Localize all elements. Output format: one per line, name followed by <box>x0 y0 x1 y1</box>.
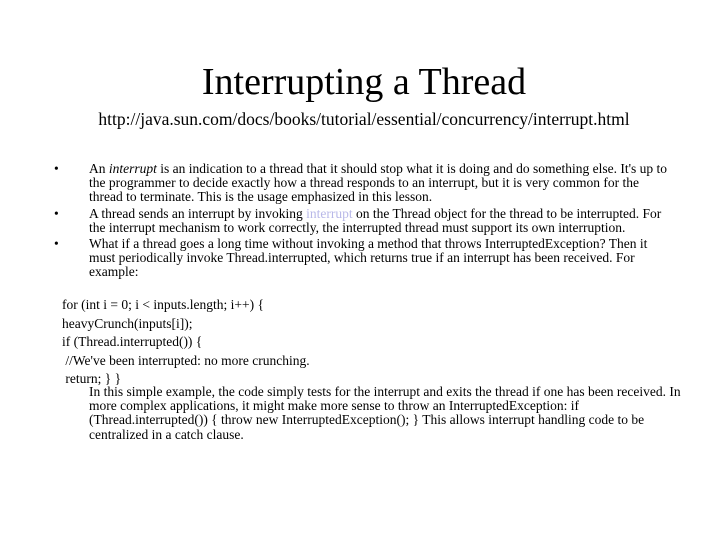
code-line: if (Thread.interrupted()) { <box>62 334 203 349</box>
bullet-marker: • <box>54 205 59 221</box>
code-example <box>62 296 310 389</box>
bullet-marker: • <box>54 161 59 176</box>
bullet-text: An <box>89 161 109 176</box>
bullet-marker: • <box>54 236 59 252</box>
bullet-text: is an indication to a thread that it should stop what it is doing and do something else. It's up to the programmer to decide exactly how a thread responds to an interrupt, but it is very common for the thread to terminate. This is the usage emphasized in this lesson. <box>89 161 668 205</box>
bullet-item-3 <box>54 237 674 280</box>
bullet-text: A thread sends an interrupt by invoking <box>89 205 307 221</box>
code-line: return; } } <box>62 371 122 386</box>
slide-title: Interrupting a Thread <box>201 61 527 103</box>
bullet-item-2 <box>54 207 674 235</box>
bullet-item-1 <box>54 162 674 205</box>
code-line: heavyCrunch(inputs[i]); <box>62 315 193 331</box>
emphasis-term: interrupt <box>108 161 157 176</box>
bullet-list <box>54 162 674 282</box>
bullet-text: on the Thread object for the thread to be interrupted. For the interrupt mechanism to work correctly, the interrupted thread must support its own interruption. <box>89 205 662 235</box>
code-line: //We've been interrupted: no more crunching. <box>62 352 310 368</box>
code-line: for (int i = 0; i < inputs.length; i++) { <box>62 297 264 312</box>
interrupt-link[interactable]: interrupt <box>306 205 353 221</box>
bullet-text: What if a thread goes a long time without invoking a method that throws InterruptedException? Then it must periodically invoke Thread.interrupted, which returns true if an interrupt has been received. For example: <box>89 236 648 280</box>
source-url: http://java.sun.com/docs/books/tutorial/essential/concurrency/interrupt.html <box>98 109 630 129</box>
closing-paragraph: In this simple example, the code simply tests for the interrupt and exits the thread if one has been received. In more complex applications, it might make more sense to throw an InterruptedException: if (Thread.interrupted()) { throw new InterruptedException(); } This allows interrupt handling code to be centralized in a catch clause. <box>89 384 681 442</box>
